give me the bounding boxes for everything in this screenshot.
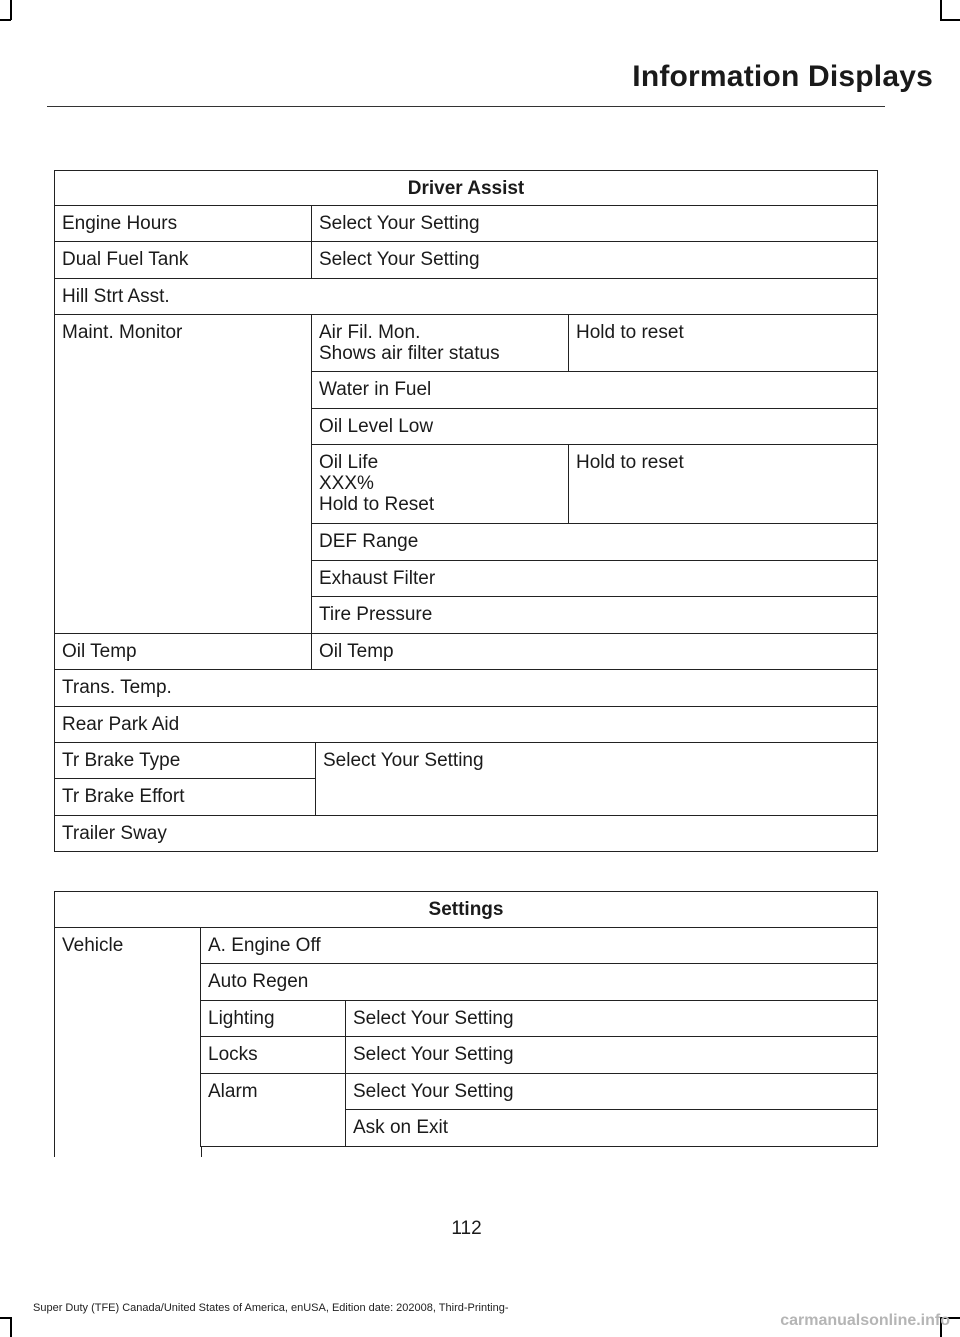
- dual-fuel-tank-value: Select Your Setting: [311, 241, 878, 279]
- trailer-sway: Trailer Sway: [54, 815, 878, 852]
- page-number: 112: [451, 1218, 482, 1239]
- oil-level-low: Oil Level Low: [311, 408, 878, 446]
- rear-park-aid: Rear Park Aid: [54, 706, 878, 744]
- air-filter-action: Hold to reset: [568, 314, 878, 373]
- oil-life-action: Hold to reset: [568, 444, 878, 524]
- tire-pressure: Tire Pressure: [311, 596, 878, 635]
- lighting-label: Lighting: [200, 1000, 347, 1038]
- engine-hours-value: Select Your Setting: [311, 205, 878, 243]
- crop-mark: [940, 0, 942, 20]
- dual-fuel-tank-label: Dual Fuel Tank: [54, 241, 313, 279]
- tr-brake-value: Select Your Setting: [315, 742, 878, 817]
- alarm-label: Alarm: [200, 1073, 347, 1147]
- alarm-value: Select Your Setting: [345, 1073, 878, 1111]
- crop-mark: [940, 19, 960, 21]
- maint-monitor-label: Maint. Monitor: [54, 314, 313, 635]
- tr-brake-effort: Tr Brake Effort: [54, 778, 317, 817]
- air-filter-label: Air Fil. Mon.: [319, 322, 421, 343]
- tr-brake-type: Tr Brake Type: [54, 742, 317, 780]
- trans-temp: Trans. Temp.: [54, 669, 878, 707]
- exhaust-filter: Exhaust Filter: [311, 560, 878, 598]
- hill-start-assist: Hill Strt Asst.: [54, 278, 878, 316]
- engine-hours-label: Engine Hours: [54, 205, 313, 243]
- crop-mark: [10, 1317, 12, 1337]
- engine-off: A. Engine Off: [200, 927, 878, 965]
- air-filter-desc: Shows air filter status: [319, 343, 500, 364]
- oil-life-hint: Hold to Reset: [319, 494, 435, 515]
- locks-value: Select Your Setting: [345, 1036, 878, 1074]
- crop-mark: [0, 19, 11, 21]
- table-title: Driver Assist: [54, 170, 878, 207]
- watermark: carmanualsonline.info: [780, 1312, 950, 1329]
- oil-temp-value: Oil Temp: [311, 633, 878, 671]
- auto-regen: Auto Regen: [200, 963, 878, 1001]
- def-range: DEF Range: [311, 523, 878, 561]
- oil-life-cell: [311, 444, 570, 524]
- lighting-value: Select Your Setting: [345, 1000, 878, 1038]
- oil-life-percent: XXX%: [319, 473, 374, 494]
- crop-mark: [0, 1317, 11, 1319]
- title-divider: [47, 106, 885, 107]
- oil-life-label: Oil Life: [319, 452, 379, 473]
- edition-footer: Super Duty (TFE) Canada/United States of America, enUSA, Edition date: 202008, Third-Printing-: [33, 1302, 509, 1314]
- oil-temp-label: Oil Temp: [54, 633, 313, 671]
- ask-on-exit: Ask on Exit: [345, 1109, 878, 1147]
- table-title: Settings: [54, 891, 878, 929]
- crop-mark: [10, 0, 12, 20]
- vehicle-label: Vehicle: [54, 927, 202, 1157]
- air-filter-cell: [311, 314, 570, 373]
- locks-label: Locks: [200, 1036, 347, 1074]
- water-in-fuel: Water in Fuel: [311, 371, 878, 409]
- page-title: Information Displays: [632, 60, 933, 93]
